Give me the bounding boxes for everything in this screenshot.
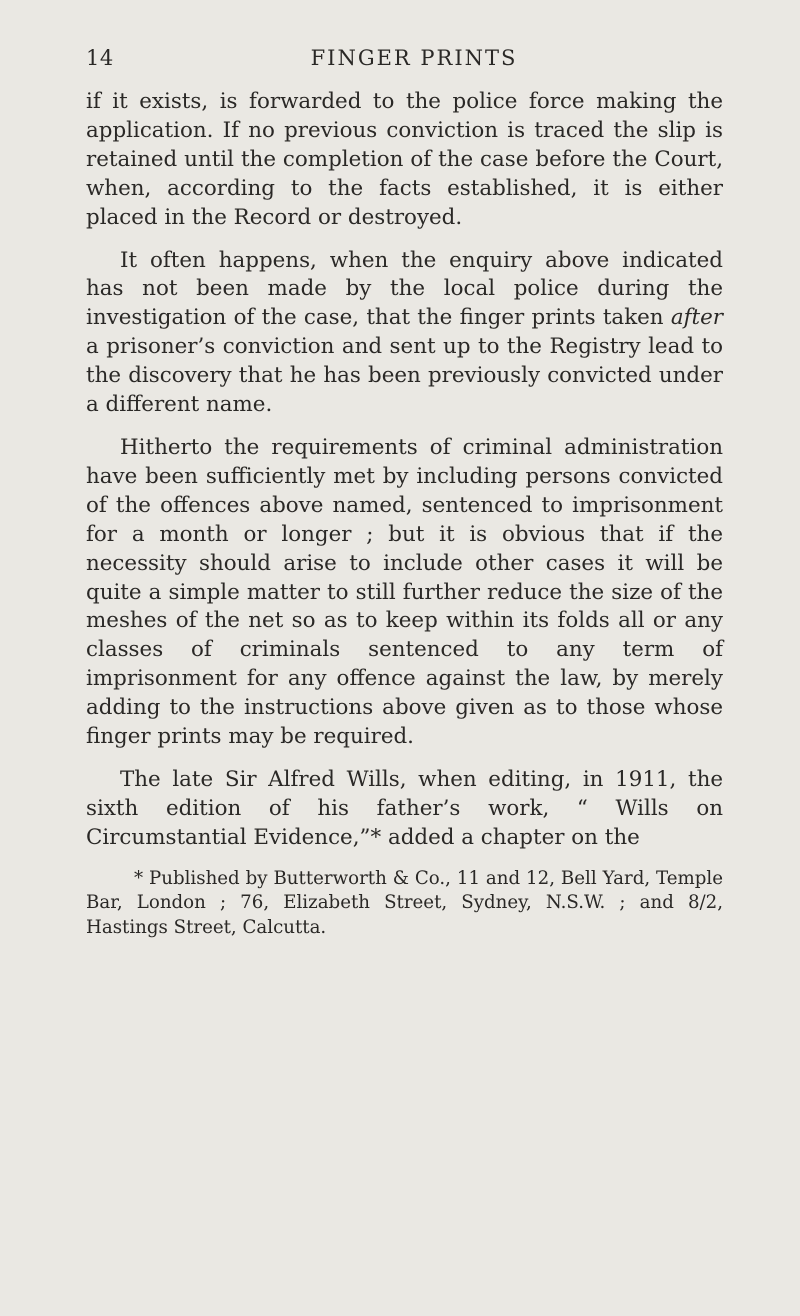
- running-head: [86, 46, 722, 76]
- paragraph-3: Hitherto the requirements of criminal administration have been sufficiently met by including persons convicted of the offences above named, sentenced to imprisonment for a month or longer ; but it is obvious that if the necessity should arise to include other cases it will be quite a simple matter to still further reduce the size of the meshes of the net so as to keep within its folds all or any classes of criminals sentenced to any term of imprisonment for any offence against the law, by merely adding to the instructions above given as to those whose finger prints may be required.: [86, 434, 723, 750]
- paragraph-2-text-start: It often happens, when the enquiry above indicated has not been made by the local police during the investigation of the case, that the finger prints taken: [86, 247, 723, 331]
- running-title: FINGER PRINTS: [310, 46, 518, 70]
- footnote: * Published by Butterworth & Co., 11 and 12, Bell Yard, Temple Bar, London ; 76, Elizabeth Street, Sydney, N.S.W. ; and 8/2, Hastings Street, Calcutta.: [86, 867, 723, 938]
- paragraph-2: [86, 247, 723, 420]
- body-text: [86, 88, 723, 958]
- paragraph-2-italic-word: after: [670, 305, 723, 331]
- paragraph-2-text-end: a prisoner’s conviction and sent up to the Registry lead to the discovery that he has been previously convicted under a different name.: [86, 334, 723, 418]
- page-number: 14: [86, 46, 114, 70]
- paragraph-4: The late Sir Alfred Wills, when editing, in 1911, the sixth edition of his father’s work, “ Wills on Circumstantial Evidence,”* added a chapter on the: [86, 766, 723, 850]
- paragraph-1: if it exists, is forwarded to the police force making the application. If no previous conviction is traced the slip is retained until the completion of the case before the Court, when, according to the facts established, it is either placed in the Record or destroyed.: [86, 89, 723, 230]
